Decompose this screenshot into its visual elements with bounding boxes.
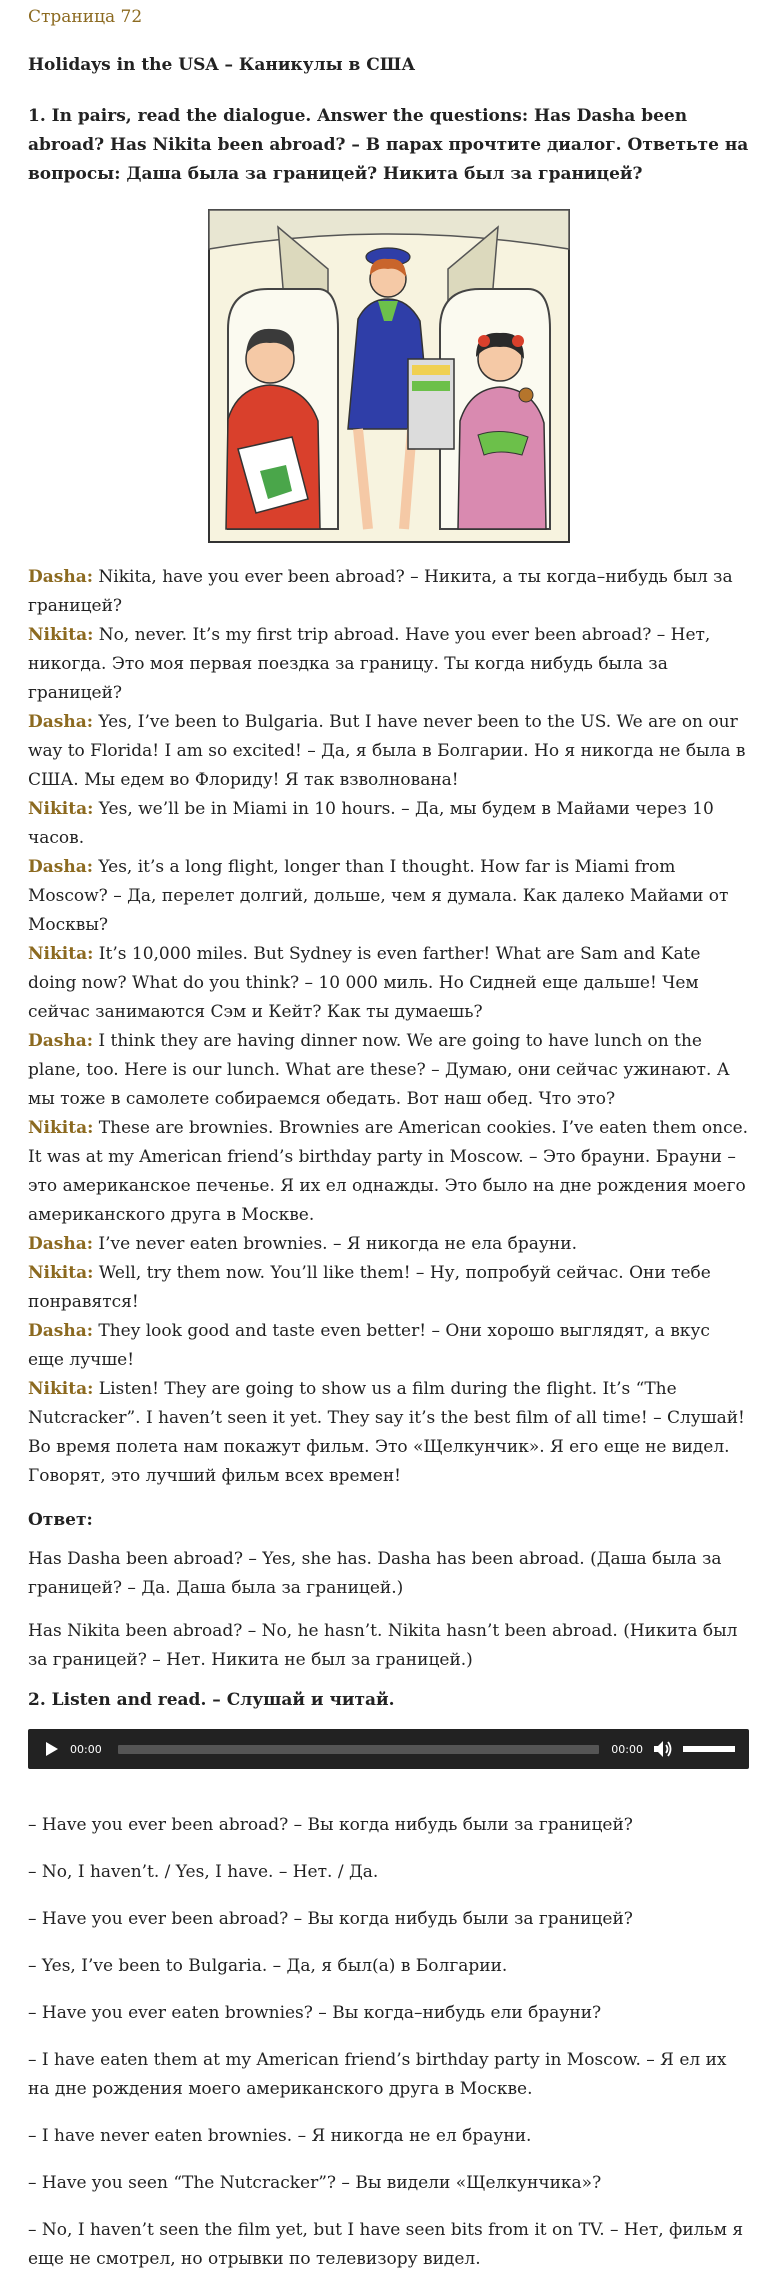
audio-player <box>28 1729 749 1769</box>
speaker: Nikita: <box>28 625 94 645</box>
volume-icon[interactable] <box>653 1739 675 1759</box>
line-text: I’ve never eaten brownies. – Я никогда не ела брауни. <box>92 1234 577 1254</box>
speaker: Dasha: <box>28 1031 93 1051</box>
speaker: Nikita: <box>28 1379 94 1399</box>
volume-slider[interactable] <box>683 1746 735 1752</box>
line-text: Yes, it’s a long flight, longer than I thought. How far is Miami from Moscow? – Да, перелет долгий, дольше, чем я думала. Как далеко Майами от Москвы? <box>28 857 729 935</box>
dialogue-line <box>28 1114 749 1230</box>
listen-line: – Have you ever been abroad? – Вы когда нибудь были за границей? <box>28 1815 633 1835</box>
answer-label: Ответ: <box>28 1510 93 1530</box>
line-text: Yes, I’ve been to Bulgaria. But I have never been to the US. We are on our way to Florida! I am so excited! – Да, я была в Болгарии. Но я никогда не была в США. Мы едем во Флориду! Я так взволнована! <box>28 712 746 790</box>
listen-lines <box>28 1811 749 2274</box>
seek-bar[interactable] <box>118 1745 600 1754</box>
line-text: These are brownies. Brownies are American cookies. I’ve eaten them once. It was at my American friend’s birthday party in Moscow. – Это брауни. Брауни – это американское печенье. Я их ел однажды. Это было на дне рождения моего американского друга в Москве. <box>28 1118 749 1225</box>
task2-heading: 2. Listen and read. – Слушай и читай. <box>28 1690 395 1710</box>
play-icon[interactable] <box>42 1739 62 1759</box>
volume-slider-fill <box>683 1746 735 1752</box>
listen-line: – Have you seen “The Nutcracker”? – Вы видели «Щелкунчика»? <box>28 2173 602 2193</box>
duration: 00:00 <box>611 1742 643 1756</box>
listen-line: – I have never eaten brownies. – Я никогда не ел брауни. <box>28 2126 532 2146</box>
listen-line: – No, I haven’t. / Yes, I have. – Нет. / Да. <box>28 1862 379 1882</box>
dialogue-line <box>28 1317 749 1375</box>
speaker: Nikita: <box>28 799 94 819</box>
answer-item: Has Nikita been abroad? – No, he hasn’t. Nikita hasn’t been abroad. (Никита был за границей? – Нет. Никита не был за границей.) <box>28 1621 738 1670</box>
line-text: No, never. It’s my first trip abroad. Have you ever been abroad? – Нет, никогда. Это моя первая поездка за границу. Ты когда нибудь была за границей? <box>28 625 711 703</box>
speaker: Nikita: <box>28 1118 94 1138</box>
line-text: Nikita, have you ever been abroad? – Никита, а ты когда–нибудь был за границей? <box>28 567 733 616</box>
dialogue-line <box>28 1230 749 1259</box>
speaker: Nikita: <box>28 944 94 964</box>
task1-heading: 1. In pairs, read the dialogue. Answer the questions: Has Dasha been abroad? Has Nikita been abroad? – В парах прочтите диалог. Ответьте на вопросы: Даша была за границей? Никита был за границей? <box>28 106 749 184</box>
line-text: Listen! They are going to show us a film during the flight. It’s “The Nutcracker”. I haven’t seen it yet. They say it’s the best film of all time! – Слушай! Во время полета нам покажут фильм. Это «Щелкунчик». Я его еще не видел. Говорят, это лучший фильм всех времен! <box>28 1379 745 1486</box>
line-text: I think they are having dinner now. We are going to have lunch on the plane, too. Here is our lunch. What are these? – Думаю, они сейчас ужинают. А мы тоже в самолете собираемся обедать. Вот наш обед. Что это? <box>28 1031 730 1109</box>
speaker: Dasha: <box>28 712 93 732</box>
dialogue-line <box>28 1375 749 1491</box>
speaker: Dasha: <box>28 1321 93 1341</box>
line-text: It’s 10,000 miles. But Sydney is even farther! What are Sam and Kate doing now? What do you think? – 10 000 миль. Но Сидней еще дальше! Чем сейчас занимаются Сэм и Кейт? Как ты думаешь? <box>28 944 701 1022</box>
dialogue-line <box>28 1027 749 1114</box>
line-text: They look good and taste even better! – Они хорошо выглядят, а вкус еще лучше! <box>28 1321 710 1370</box>
line-text: Yes, we’ll be in Miami in 10 hours. – Да, мы будем в Майами через 10 часов. <box>28 799 714 848</box>
line-text: Well, try them now. You’ll like them! – Ну, попробуй сейчас. Они тебе понравятся! <box>28 1263 711 1312</box>
dialogue-line <box>28 1259 749 1317</box>
dialogue-line <box>28 621 749 708</box>
dialogue-line <box>28 853 749 940</box>
dialogue-line <box>28 708 749 795</box>
speaker: Nikita: <box>28 1263 94 1283</box>
dialogue-line <box>28 795 749 853</box>
speaker: Dasha: <box>28 857 93 877</box>
current-time: 00:00 <box>70 1742 102 1756</box>
page-title: Holidays in the USA – Каникулы в США <box>28 55 416 75</box>
airplane-illustration <box>208 209 570 543</box>
listen-line: – I have eaten them at my American friend’s birthday party in Moscow. – Я ел их на дне рождения моего американского друга в Москве. <box>28 2050 727 2099</box>
listen-line: – Have you ever eaten brownies? – Вы когда–нибудь ели брауни? <box>28 2003 602 2023</box>
dialogue-line <box>28 563 749 621</box>
listen-line: – Yes, I’ve been to Bulgaria. – Да, я был(а) в Болгарии. <box>28 1956 508 1976</box>
listen-line: – No, I haven’t seen the film yet, but I have seen bits from it on TV. – Нет, фильм я еще не смотрел, но отрывки по телевизору видел. <box>28 2220 744 2269</box>
page-number: Страница 72 <box>28 7 143 27</box>
answer-item: Has Dasha been abroad? – Yes, she has. Dasha has been abroad. (Даша была за границей? – Да. Даша была за границей.) <box>28 1549 722 1598</box>
dialogue-line <box>28 940 749 1027</box>
speaker: Dasha: <box>28 567 93 587</box>
speaker: Dasha: <box>28 1234 93 1254</box>
listen-line: – Have you ever been abroad? – Вы когда нибудь были за границей? <box>28 1909 633 1929</box>
dialogue <box>28 563 749 1491</box>
